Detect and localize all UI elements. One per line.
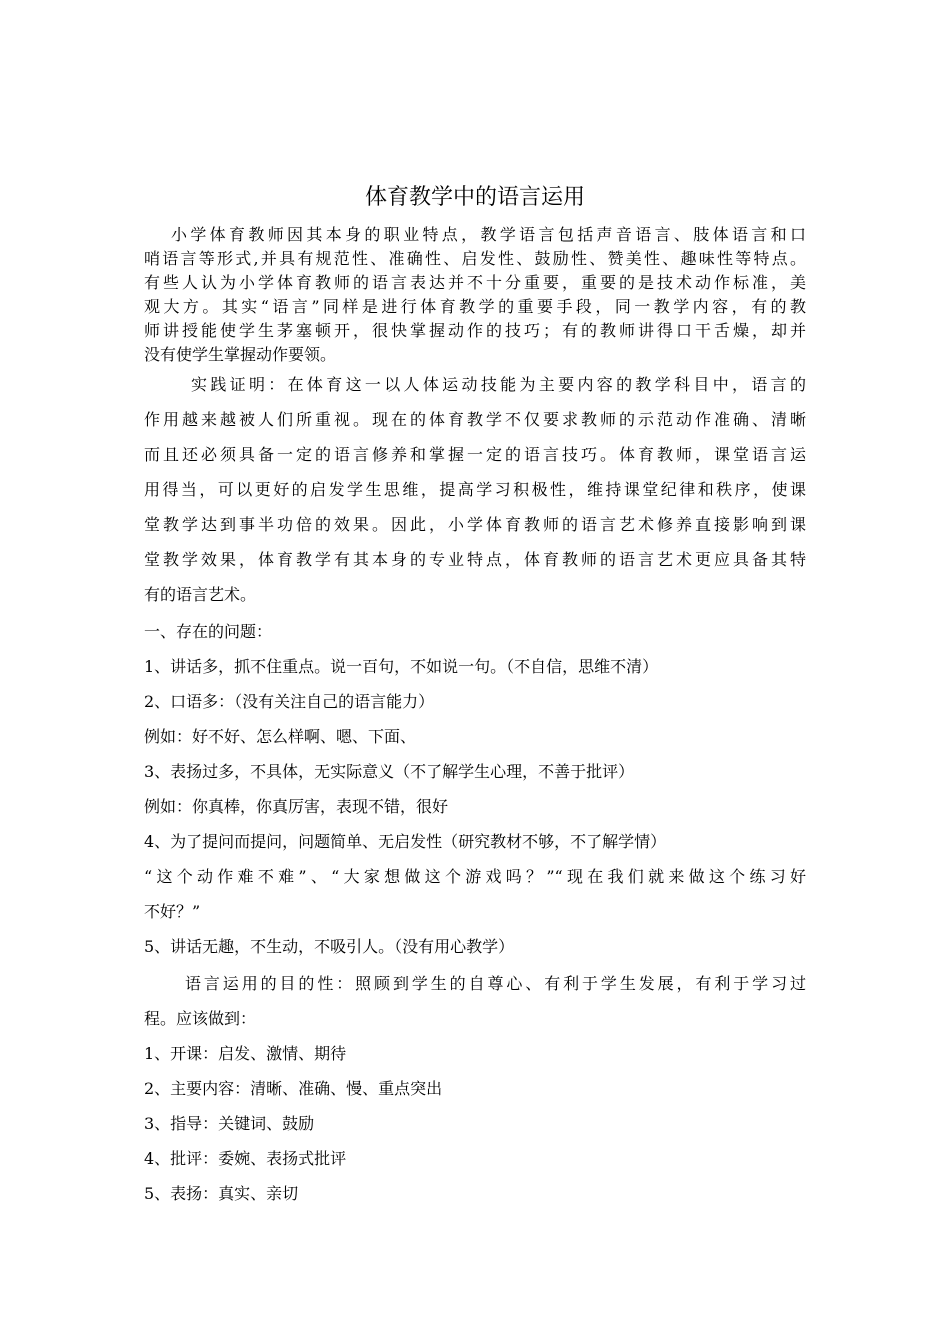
- problem-line: 例如：你真棒，你真厉害，表现不错，很好: [144, 797, 449, 816]
- practice-line: 堂教学达到事半功倍的效果。因此，小学体育教师的语言艺术修养直接影响到课: [144, 515, 806, 534]
- purpose-line: 语言运用的目的性：照顾到学生的自尊心、有利于学生发展，有利于学习过: [185, 974, 806, 993]
- problem-line: 5、讲话无趣，不生动，不吸引人。（没有用心教学）: [144, 937, 515, 956]
- purpose-line: 程。应该做到：: [144, 1009, 257, 1028]
- todo-line: 3、指导：关键词、鼓励: [144, 1114, 315, 1133]
- intro-line: 有些人认为小学体育教师的语言表达并不十分重要，重要的是技术动作标准，美: [144, 273, 806, 292]
- problem-line: “这个动作难不难”、“大家想做这个游戏吗？”“现在我们就来做这个练习好: [144, 867, 806, 886]
- practice-line: 作用越来越被人们所重视。现在的体育教学不仅要求教师的示范动作准确、清晰: [144, 410, 806, 429]
- document-title: 体育教学中的语言运用: [364, 185, 585, 210]
- problem-line: 不好？”: [144, 902, 201, 921]
- intro-line: 小学体育教师因其本身的职业特点，教学语言包括声音语言、肢体语言和口: [171, 225, 806, 244]
- intro-line: 哨语言等形式,并具有规范性、准确性、启发性、鼓励性、赞美性、趣味性等特点。: [144, 249, 806, 268]
- intro-line: 观大方。其实“语言”同样是进行体育教学的重要手段，同一教学内容，有的教: [144, 297, 806, 316]
- practice-line: 有的语言艺术。: [144, 585, 257, 604]
- practice-line: 而且还必须具备一定的语言修养和掌握一定的语言技巧。体育教师，课堂语言运: [144, 445, 806, 464]
- practice-line: 堂教学效果，体育教学有其本身的专业特点，体育教师的语言艺术更应具备其特: [144, 550, 806, 569]
- intro-line: 没有使学生掌握动作要领。: [144, 345, 337, 364]
- todo-line: 4、批评：委婉、表扬式批评: [144, 1149, 347, 1168]
- todo-line: 2、主要内容：清晰、准确、慢、重点突出: [144, 1079, 443, 1098]
- problem-line: 例如：好不好、怎么样啊、嗯、下面、: [144, 727, 417, 746]
- problem-line: 1、讲话多，抓不住重点。说一百句，不如说一句。（不自信，思维不清）: [144, 657, 659, 676]
- practice-line: 实践证明：在体育这一以人体运动技能为主要内容的教学科目中，语言的: [191, 375, 806, 394]
- problem-line: 2、口语多：（没有关注自己的语言能力）: [144, 692, 435, 711]
- problems-heading: 一、存在的问题：: [144, 622, 273, 641]
- problem-line: 4、为了提问而提问，问题简单、无启发性（研究教材不够，不了解学情）: [144, 832, 667, 851]
- practice-line: 用得当，可以更好的启发学生思维，提高学习积极性，维持课堂纪律和秩序，使课: [144, 480, 806, 499]
- todo-line: 5、表扬：真实、亲切: [144, 1184, 299, 1203]
- todo-line: 1、开课：启发、激情、期待: [144, 1044, 347, 1063]
- intro-line: 师讲授能使学生茅塞顿开，很快掌握动作的技巧；有的教师讲得口干舌燥，却并: [144, 321, 806, 340]
- problem-line: 3、表扬过多，不具体，无实际意义（不了解学生心理，不善于批评）: [144, 762, 635, 781]
